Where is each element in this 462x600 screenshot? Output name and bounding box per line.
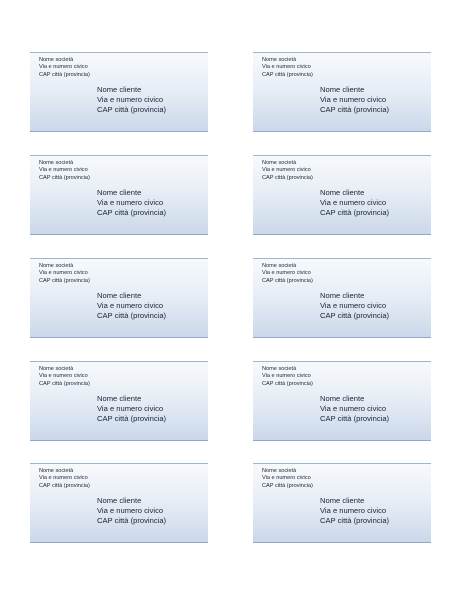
recipient-city: CAP città (provincia) xyxy=(97,414,167,424)
sender-company: Nome società xyxy=(262,57,297,63)
recipient-street: Via e numero civico xyxy=(320,506,387,516)
sender-company: Nome società xyxy=(262,160,297,166)
recipient-city: CAP città (provincia) xyxy=(97,208,167,218)
sender-city: CAP città (provincia) xyxy=(262,174,313,181)
recipient-address xyxy=(320,85,389,115)
recipient-city: CAP città (provincia) xyxy=(320,414,390,424)
recipient-street: Via e numero civico xyxy=(320,301,387,311)
address-label xyxy=(253,258,431,338)
sender-city: CAP città (provincia) xyxy=(262,380,313,387)
sender-company: Nome società xyxy=(262,468,297,474)
recipient-address xyxy=(97,188,166,218)
sender-street: Via e numero civico xyxy=(39,373,88,380)
recipient-name: Nome cliente xyxy=(97,394,142,403)
sender-city: CAP città (provincia) xyxy=(262,482,313,489)
address-label xyxy=(253,52,431,132)
recipient-street: Via e numero civico xyxy=(97,198,164,208)
recipient-name: Nome cliente xyxy=(97,496,142,505)
recipient-name: Nome cliente xyxy=(320,291,365,300)
recipient-address xyxy=(97,85,166,115)
sender-street: Via e numero civico xyxy=(262,64,311,71)
recipient-street: Via e numero civico xyxy=(320,404,387,414)
sender-city: CAP città (provincia) xyxy=(39,380,90,387)
address-label xyxy=(30,463,208,543)
recipient-street: Via e numero civico xyxy=(97,95,164,105)
sender-company: Nome società xyxy=(39,468,74,474)
recipient-name: Nome cliente xyxy=(320,85,365,94)
recipient-street: Via e numero civico xyxy=(320,198,387,208)
sender-company: Nome società xyxy=(39,366,74,372)
sender-address xyxy=(262,263,313,285)
address-label xyxy=(30,52,208,132)
recipient-city: CAP città (provincia) xyxy=(97,516,167,526)
recipient-address xyxy=(320,496,389,526)
sender-address xyxy=(39,160,90,182)
recipient-street: Via e numero civico xyxy=(97,506,164,516)
recipient-address xyxy=(320,394,389,424)
sender-address xyxy=(262,160,313,182)
recipient-city: CAP città (provincia) xyxy=(320,105,390,115)
sender-street: Via e numero civico xyxy=(39,64,88,71)
sender-city: CAP città (provincia) xyxy=(39,277,90,284)
sender-address xyxy=(262,366,313,388)
recipient-street: Via e numero civico xyxy=(97,301,164,311)
recipient-street: Via e numero civico xyxy=(320,95,387,105)
sender-street: Via e numero civico xyxy=(39,270,88,277)
sender-city: CAP città (provincia) xyxy=(39,482,90,489)
recipient-city: CAP città (provincia) xyxy=(320,208,390,218)
sender-city: CAP città (provincia) xyxy=(262,71,313,78)
recipient-name: Nome cliente xyxy=(97,291,142,300)
sender-street: Via e numero civico xyxy=(262,270,311,277)
recipient-street: Via e numero civico xyxy=(97,404,164,414)
recipient-address xyxy=(97,496,166,526)
sender-street: Via e numero civico xyxy=(39,167,88,174)
recipient-address xyxy=(320,291,389,321)
address-label xyxy=(253,155,431,235)
sender-street: Via e numero civico xyxy=(262,373,311,380)
sender-address xyxy=(39,468,90,490)
recipient-name: Nome cliente xyxy=(97,188,142,197)
sender-street: Via e numero civico xyxy=(262,167,311,174)
sender-address xyxy=(262,468,313,490)
address-label xyxy=(30,361,208,441)
sender-street: Via e numero civico xyxy=(262,475,311,482)
recipient-city: CAP città (provincia) xyxy=(320,516,390,526)
address-label xyxy=(30,258,208,338)
recipient-name: Nome cliente xyxy=(320,188,365,197)
sender-city: CAP città (provincia) xyxy=(262,277,313,284)
sender-city: CAP città (provincia) xyxy=(39,71,90,78)
recipient-name: Nome cliente xyxy=(320,394,365,403)
recipient-address xyxy=(97,394,166,424)
sender-company: Nome società xyxy=(262,366,297,372)
sender-address xyxy=(39,263,90,285)
sender-company: Nome società xyxy=(39,57,74,63)
sender-city: CAP città (provincia) xyxy=(39,174,90,181)
recipient-city: CAP città (provincia) xyxy=(97,105,167,115)
sender-company: Nome società xyxy=(39,263,74,269)
sender-address xyxy=(262,57,313,79)
recipient-address xyxy=(97,291,166,321)
sender-company: Nome società xyxy=(262,263,297,269)
recipient-city: CAP città (provincia) xyxy=(97,311,167,321)
address-label xyxy=(253,463,431,543)
sender-address xyxy=(39,366,90,388)
sender-street: Via e numero civico xyxy=(39,475,88,482)
address-label xyxy=(30,155,208,235)
address-label xyxy=(253,361,431,441)
recipient-name: Nome cliente xyxy=(320,496,365,505)
recipient-name: Nome cliente xyxy=(97,85,142,94)
recipient-address xyxy=(320,188,389,218)
sender-address xyxy=(39,57,90,79)
sender-company: Nome società xyxy=(39,160,74,166)
recipient-city: CAP città (provincia) xyxy=(320,311,390,321)
